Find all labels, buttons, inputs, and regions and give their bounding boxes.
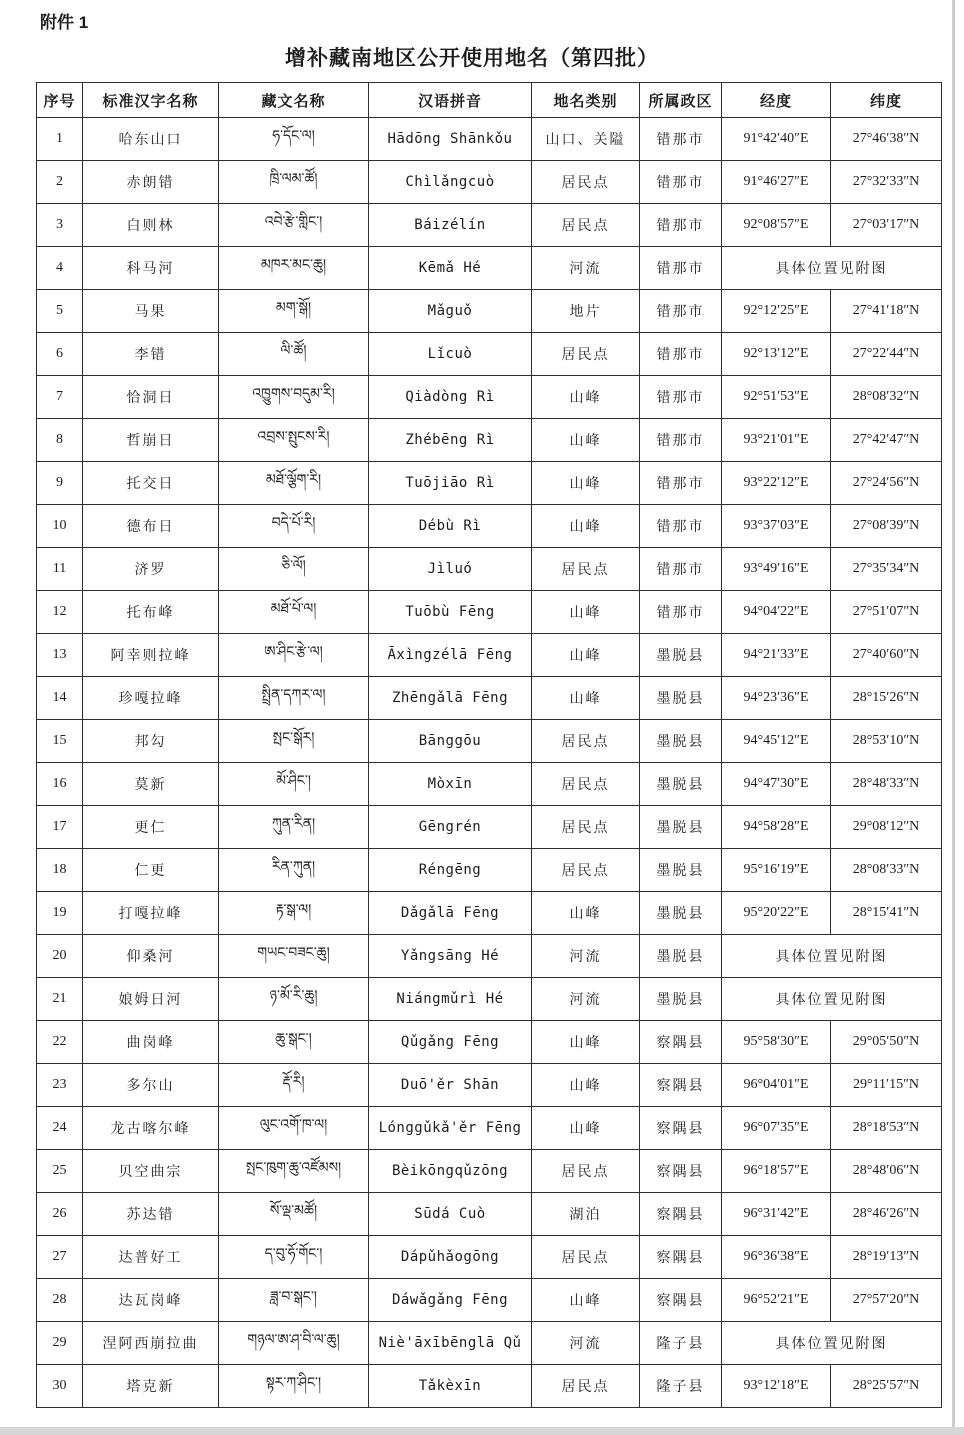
longitude-cell: 96°36′38″E: [722, 1236, 831, 1279]
header-cell-latitude: 纬度: [831, 83, 942, 118]
category-cell: 居民点: [532, 849, 640, 892]
category-cell: 河流: [532, 978, 640, 1021]
pinyin-cell: Yǎngsāng Hé: [369, 935, 532, 978]
chinese-name-cell: 珍嘎拉峰: [83, 677, 219, 720]
table-row: [37, 849, 942, 892]
tibetan-name-cell: ཀུན་རིན།: [219, 806, 369, 849]
chinese-name-cell: 德布日: [83, 505, 219, 548]
longitude-cell: 96°04′01″E: [722, 1064, 831, 1107]
category-cell: 居民点: [532, 1365, 640, 1408]
chinese-name-cell: 邦勾: [83, 720, 219, 763]
region-cell: 错那市: [640, 505, 722, 548]
longitude-cell: 92°08′57″E: [722, 204, 831, 247]
category-cell: 河流: [532, 247, 640, 290]
pinyin-cell: Lónggǔkǎ'ěr Fēng: [369, 1107, 532, 1150]
latitude-cell: 27°46′38″N: [831, 118, 942, 161]
longitude-cell: 94°45′12″E: [722, 720, 831, 763]
table-row: [37, 161, 942, 204]
pinyin-cell: Báizélín: [369, 204, 532, 247]
category-cell: 居民点: [532, 1236, 640, 1279]
category-cell: 山峰: [532, 505, 640, 548]
header-cell-pinyin: 汉语拼音: [369, 83, 532, 118]
longitude-cell: 91°46′27″E: [722, 161, 831, 204]
tibetan-name-cell: གཉལ་ཨ་ཤ་བི་ལ་ཆུ།: [219, 1322, 369, 1365]
latitude-cell: 27°42′47″N: [831, 419, 942, 462]
header-cell-chinese-name: 标准汉字名称: [83, 83, 219, 118]
page-right-edge: [952, 0, 955, 1427]
region-cell: 错那市: [640, 548, 722, 591]
row-number-cell: 20: [37, 935, 83, 978]
region-cell: 察隅县: [640, 1150, 722, 1193]
category-cell: 湖泊: [532, 1193, 640, 1236]
table-row: [37, 462, 942, 505]
latitude-cell: 27°03′17″N: [831, 204, 942, 247]
pinyin-cell: Qǔgǎng Fēng: [369, 1021, 532, 1064]
tibetan-name-cell: ད་བུ་ཧོ་གོང་།: [219, 1236, 369, 1279]
pinyin-cell: Āxìngzélā Fēng: [369, 634, 532, 677]
category-cell: 河流: [532, 935, 640, 978]
row-number-cell: 8: [37, 419, 83, 462]
row-number-cell: 25: [37, 1150, 83, 1193]
longitude-cell: 94°23′36″E: [722, 677, 831, 720]
pinyin-cell: Lǐcuò: [369, 333, 532, 376]
region-cell: 错那市: [640, 419, 722, 462]
longitude-cell: 91°42′40″E: [722, 118, 831, 161]
tibetan-name-cell: ཁྲི་ལམ་ཚོ།: [219, 161, 369, 204]
category-cell: 山峰: [532, 591, 640, 634]
table-row: [37, 634, 942, 677]
region-cell: 墨脱县: [640, 763, 722, 806]
row-number-cell: 18: [37, 849, 83, 892]
pinyin-cell: Chìlǎngcuò: [369, 161, 532, 204]
chinese-name-cell: 多尔山: [83, 1064, 219, 1107]
row-number-cell: 22: [37, 1021, 83, 1064]
row-number-cell: 26: [37, 1193, 83, 1236]
table-row: [37, 591, 942, 634]
category-cell: 居民点: [532, 720, 640, 763]
region-cell: 察隅县: [640, 1193, 722, 1236]
pinyin-cell: Tǎkèxīn: [369, 1365, 532, 1408]
chinese-name-cell: 苏达错: [83, 1193, 219, 1236]
pinyin-cell: Sūdá Cuò: [369, 1193, 532, 1236]
chinese-name-cell: 涅阿西崩拉曲: [83, 1322, 219, 1365]
chinese-name-cell: 马果: [83, 290, 219, 333]
region-cell: 察隅县: [640, 1064, 722, 1107]
category-cell: 地片: [532, 290, 640, 333]
latitude-cell: 27°57′20″N: [831, 1279, 942, 1322]
category-cell: 山峰: [532, 1279, 640, 1322]
longitude-cell: 93°12′18″E: [722, 1365, 831, 1408]
row-number-cell: 24: [37, 1107, 83, 1150]
header-cell-longitude: 经度: [722, 83, 831, 118]
pinyin-cell: Bānggōu: [369, 720, 532, 763]
row-number-cell: 19: [37, 892, 83, 935]
region-cell: 错那市: [640, 204, 722, 247]
chinese-name-cell: 仰桑河: [83, 935, 219, 978]
tibetan-name-cell: ཆུ་སྒང་།: [219, 1021, 369, 1064]
tibetan-name-cell: ཅི་ལོ།: [219, 548, 369, 591]
pinyin-cell: Bèikōngqǔzōng: [369, 1150, 532, 1193]
table-row: [37, 1193, 942, 1236]
longitude-cell: 94°47′30″E: [722, 763, 831, 806]
region-cell: 墨脱县: [640, 677, 722, 720]
chinese-name-cell: 恰洞日: [83, 376, 219, 419]
chinese-name-cell: 托交日: [83, 462, 219, 505]
row-number-cell: 4: [37, 247, 83, 290]
location-note-cell: 具体位置见附图: [722, 978, 942, 1021]
chinese-name-cell: 曲岗峰: [83, 1021, 219, 1064]
category-cell: 山峰: [532, 1021, 640, 1064]
row-number-cell: 21: [37, 978, 83, 1021]
longitude-cell: 93°22′12″E: [722, 462, 831, 505]
table-row: [37, 1107, 942, 1150]
category-cell: 居民点: [532, 204, 640, 247]
table-row: [37, 677, 942, 720]
chinese-name-cell: 科马河: [83, 247, 219, 290]
row-number-cell: 2: [37, 161, 83, 204]
category-cell: 山峰: [532, 462, 640, 505]
tibetan-name-cell: སོ་ལྡ་མཚོ།: [219, 1193, 369, 1236]
tibetan-name-cell: སྤང་སྒོར།: [219, 720, 369, 763]
tibetan-name-cell: སྤྲིན་དཀར་ལ།: [219, 677, 369, 720]
chinese-name-cell: 仁更: [83, 849, 219, 892]
table-row: [37, 1021, 942, 1064]
pinyin-cell: Duō'ěr Shān: [369, 1064, 532, 1107]
header-cell-category: 地名类别: [532, 83, 640, 118]
row-number-cell: 11: [37, 548, 83, 591]
latitude-cell: 28°46′26″N: [831, 1193, 942, 1236]
region-cell: 墨脱县: [640, 935, 722, 978]
table-row: [37, 419, 942, 462]
table-body: [37, 118, 942, 1408]
region-cell: 察隅县: [640, 1021, 722, 1064]
chinese-name-cell: 哲崩日: [83, 419, 219, 462]
row-number-cell: 13: [37, 634, 83, 677]
region-cell: 错那市: [640, 118, 722, 161]
region-cell: 察隅县: [640, 1107, 722, 1150]
table-row: [37, 1365, 942, 1408]
tibetan-name-cell: རྟ་སྒ་ལ།: [219, 892, 369, 935]
row-number-cell: 27: [37, 1236, 83, 1279]
chinese-name-cell: 阿幸则拉峰: [83, 634, 219, 677]
longitude-cell: 96°52′21″E: [722, 1279, 831, 1322]
latitude-cell: 28°15′26″N: [831, 677, 942, 720]
tibetan-name-cell: ཟླ་བ་སྒང་།: [219, 1279, 369, 1322]
chinese-name-cell: 塔克新: [83, 1365, 219, 1408]
latitude-cell: 28°08′32″N: [831, 376, 942, 419]
region-cell: 错那市: [640, 591, 722, 634]
longitude-cell: 92°13′12″E: [722, 333, 831, 376]
latitude-cell: 27°22′44″N: [831, 333, 942, 376]
pinyin-cell: Zhébēng Rì: [369, 419, 532, 462]
page-title: 增补藏南地区公开使用地名（第四批）: [285, 46, 659, 70]
row-number-cell: 28: [37, 1279, 83, 1322]
row-number-cell: 30: [37, 1365, 83, 1408]
tibetan-name-cell: གཡང་བཟང་ཆུ།: [219, 935, 369, 978]
latitude-cell: 27°40′60″N: [831, 634, 942, 677]
region-cell: 墨脱县: [640, 720, 722, 763]
chinese-name-cell: 赤朗错: [83, 161, 219, 204]
latitude-cell: 28°53′10″N: [831, 720, 942, 763]
category-cell: 山峰: [532, 677, 640, 720]
tibetan-name-cell: ཉ་མོ་རི་ཆུ།: [219, 978, 369, 1021]
longitude-cell: 92°51′53″E: [722, 376, 831, 419]
region-cell: 错那市: [640, 333, 722, 376]
region-cell: 错那市: [640, 462, 722, 505]
region-cell: 墨脱县: [640, 849, 722, 892]
latitude-cell: 27°35′34″N: [831, 548, 942, 591]
region-cell: 隆子县: [640, 1365, 722, 1408]
longitude-cell: 92°12′25″E: [722, 290, 831, 333]
chinese-name-cell: 哈东山口: [83, 118, 219, 161]
chinese-name-cell: 托布峰: [83, 591, 219, 634]
pinyin-cell: Mòxīn: [369, 763, 532, 806]
category-cell: 山口、关隘: [532, 118, 640, 161]
region-cell: 错那市: [640, 290, 722, 333]
table-row: [37, 720, 942, 763]
tibetan-name-cell: ཨ་ཤིང་རྩེ་ལ།: [219, 634, 369, 677]
row-number-cell: 6: [37, 333, 83, 376]
tibetan-name-cell: མོ་ཤིང་།: [219, 763, 369, 806]
longitude-cell: 96°07′35″E: [722, 1107, 831, 1150]
table-row: [37, 376, 942, 419]
latitude-cell: 28°18′53″N: [831, 1107, 942, 1150]
category-cell: 山峰: [532, 376, 640, 419]
chinese-name-cell: 龙古喀尔峰: [83, 1107, 219, 1150]
table-row: [37, 118, 942, 161]
region-cell: 察隅县: [640, 1279, 722, 1322]
row-number-cell: 3: [37, 204, 83, 247]
tibetan-name-cell: མག་སྒོ།: [219, 290, 369, 333]
header-cell-no: 序号: [37, 83, 83, 118]
pinyin-cell: Débù Rì: [369, 505, 532, 548]
header-cell-region: 所属政区: [640, 83, 722, 118]
pinyin-cell: Dáwǎgǎng Fēng: [369, 1279, 532, 1322]
row-number-cell: 15: [37, 720, 83, 763]
row-number-cell: 14: [37, 677, 83, 720]
pinyin-cell: Réngēng: [369, 849, 532, 892]
latitude-cell: 27°08′39″N: [831, 505, 942, 548]
table-row: [37, 505, 942, 548]
tibetan-name-cell: འབེ་རྩེ་གླིང་།: [219, 204, 369, 247]
chinese-name-cell: 莫新: [83, 763, 219, 806]
row-number-cell: 9: [37, 462, 83, 505]
region-cell: 墨脱县: [640, 978, 722, 1021]
table-row: [37, 247, 942, 290]
row-number-cell: 5: [37, 290, 83, 333]
latitude-cell: 28°48′33″N: [831, 763, 942, 806]
row-number-cell: 29: [37, 1322, 83, 1365]
row-number-cell: 12: [37, 591, 83, 634]
tibetan-name-cell: རྡོ་རི།: [219, 1064, 369, 1107]
chinese-name-cell: 达瓦岗峰: [83, 1279, 219, 1322]
pinyin-cell: Dápǔhǎogōng: [369, 1236, 532, 1279]
latitude-cell: 28°08′33″N: [831, 849, 942, 892]
pinyin-cell: Jìluó: [369, 548, 532, 591]
longitude-cell: 93°37′03″E: [722, 505, 831, 548]
pinyin-cell: Mǎguǒ: [369, 290, 532, 333]
chinese-name-cell: 李错: [83, 333, 219, 376]
longitude-cell: 96°18′57″E: [722, 1150, 831, 1193]
table-row: [37, 1279, 942, 1322]
pinyin-cell: Dǎgǎlā Fēng: [369, 892, 532, 935]
header-cell-tibetan-name: 藏文名称: [219, 83, 369, 118]
longitude-cell: 96°31′42″E: [722, 1193, 831, 1236]
pinyin-cell: Kēmǎ Hé: [369, 247, 532, 290]
region-cell: 墨脱县: [640, 806, 722, 849]
latitude-cell: 28°15′41″N: [831, 892, 942, 935]
pinyin-cell: Tuōbù Fēng: [369, 591, 532, 634]
pinyin-cell: Gēngrén: [369, 806, 532, 849]
latitude-cell: 27°41′18″N: [831, 290, 942, 333]
tibetan-name-cell: ཧ་དོང་ལ།: [219, 118, 369, 161]
table-row: [37, 1150, 942, 1193]
category-cell: 居民点: [532, 161, 640, 204]
region-cell: 墨脱县: [640, 892, 722, 935]
latitude-cell: 28°25′57″N: [831, 1365, 942, 1408]
pinyin-cell: Tuōjiāo Rì: [369, 462, 532, 505]
attachment-label: 附件 1: [40, 13, 89, 32]
tibetan-name-cell: ལི་ཚོ།: [219, 333, 369, 376]
row-number-cell: 23: [37, 1064, 83, 1107]
category-cell: 居民点: [532, 806, 640, 849]
category-cell: 山峰: [532, 634, 640, 677]
pinyin-cell: Hādōng Shānkǒu: [369, 118, 532, 161]
category-cell: 山峰: [532, 419, 640, 462]
latitude-cell: 28°48′06″N: [831, 1150, 942, 1193]
table-row: [37, 1236, 942, 1279]
latitude-cell: 27°24′56″N: [831, 462, 942, 505]
latitude-cell: 29°05′50″N: [831, 1021, 942, 1064]
longitude-cell: 93°21′01″E: [722, 419, 831, 462]
longitude-cell: 93°49′16″E: [722, 548, 831, 591]
pinyin-cell: Niángmǔrì Hé: [369, 978, 532, 1021]
chinese-name-cell: 达普好工: [83, 1236, 219, 1279]
table-header: [37, 83, 942, 118]
category-cell: 山峰: [532, 1064, 640, 1107]
row-number-cell: 17: [37, 806, 83, 849]
region-cell: 错那市: [640, 247, 722, 290]
tibetan-name-cell: སྟར་ཀ་ཤིང་།: [219, 1365, 369, 1408]
table-row: [37, 204, 942, 247]
header-row: [37, 83, 942, 118]
row-number-cell: 16: [37, 763, 83, 806]
tibetan-name-cell: སྤང་ཁུག་ཆུ་འཛོམས།: [219, 1150, 369, 1193]
category-cell: 山峰: [532, 1107, 640, 1150]
location-note-cell: 具体位置见附图: [722, 1322, 942, 1365]
region-cell: 错那市: [640, 161, 722, 204]
location-note-cell: 具体位置见附图: [722, 247, 942, 290]
chinese-name-cell: 济罗: [83, 548, 219, 591]
category-cell: 居民点: [532, 763, 640, 806]
table-row: [37, 763, 942, 806]
tibetan-name-cell: ལུང་འགོ་ཁ་ལ།: [219, 1107, 369, 1150]
row-number-cell: 7: [37, 376, 83, 419]
longitude-cell: 94°04′22″E: [722, 591, 831, 634]
table-row: [37, 806, 942, 849]
pinyin-cell: Zhēngǎlā Fēng: [369, 677, 532, 720]
page-bottom-edge: [0, 1427, 964, 1435]
table-row: [37, 333, 942, 376]
table-row: [37, 1064, 942, 1107]
category-cell: 居民点: [532, 548, 640, 591]
region-cell: 墨脱县: [640, 634, 722, 677]
longitude-cell: 95°16′19″E: [722, 849, 831, 892]
table-row: [37, 290, 942, 333]
latitude-cell: 28°19′13″N: [831, 1236, 942, 1279]
tibetan-name-cell: འབྲས་སྤུངས་རི།: [219, 419, 369, 462]
category-cell: 河流: [532, 1322, 640, 1365]
region-cell: 错那市: [640, 376, 722, 419]
tibetan-name-cell: འཁྱུགས་བདུམ་རི།: [219, 376, 369, 419]
pinyin-cell: Niè'āxībēnglā Qǔ: [369, 1322, 532, 1365]
chinese-name-cell: 贝空曲宗: [83, 1150, 219, 1193]
chinese-name-cell: 白则林: [83, 204, 219, 247]
table-row: [37, 892, 942, 935]
place-names-table: [36, 82, 942, 1408]
longitude-cell: 95°58′30″E: [722, 1021, 831, 1064]
region-cell: 察隅县: [640, 1236, 722, 1279]
tibetan-name-cell: མཐོ་ལྕོག་རི།: [219, 462, 369, 505]
region-cell: 隆子县: [640, 1322, 722, 1365]
chinese-name-cell: 娘姆日河: [83, 978, 219, 1021]
location-note-cell: 具体位置见附图: [722, 935, 942, 978]
latitude-cell: 27°51′07″N: [831, 591, 942, 634]
tibetan-name-cell: བདེ་པོ་རི།: [219, 505, 369, 548]
chinese-name-cell: 打嘎拉峰: [83, 892, 219, 935]
row-number-cell: 10: [37, 505, 83, 548]
tibetan-name-cell: མཐོ་པོ་ལ།: [219, 591, 369, 634]
category-cell: 居民点: [532, 1150, 640, 1193]
longitude-cell: 94°58′28″E: [722, 806, 831, 849]
chinese-name-cell: 更仁: [83, 806, 219, 849]
latitude-cell: 29°11′15″N: [831, 1064, 942, 1107]
table-row: [37, 978, 942, 1021]
row-number-cell: 1: [37, 118, 83, 161]
table-row: [37, 548, 942, 591]
table-row: [37, 1322, 942, 1365]
table-row: [37, 935, 942, 978]
longitude-cell: 95°20′22″E: [722, 892, 831, 935]
tibetan-name-cell: མཁར་མང་ཆུ།: [219, 247, 369, 290]
longitude-cell: 94°21′33″E: [722, 634, 831, 677]
latitude-cell: 27°32′33″N: [831, 161, 942, 204]
pinyin-cell: Qiàdòng Rì: [369, 376, 532, 419]
category-cell: 居民点: [532, 333, 640, 376]
tibetan-name-cell: རིན་ཀུན།: [219, 849, 369, 892]
category-cell: 山峰: [532, 892, 640, 935]
latitude-cell: 29°08′12″N: [831, 806, 942, 849]
